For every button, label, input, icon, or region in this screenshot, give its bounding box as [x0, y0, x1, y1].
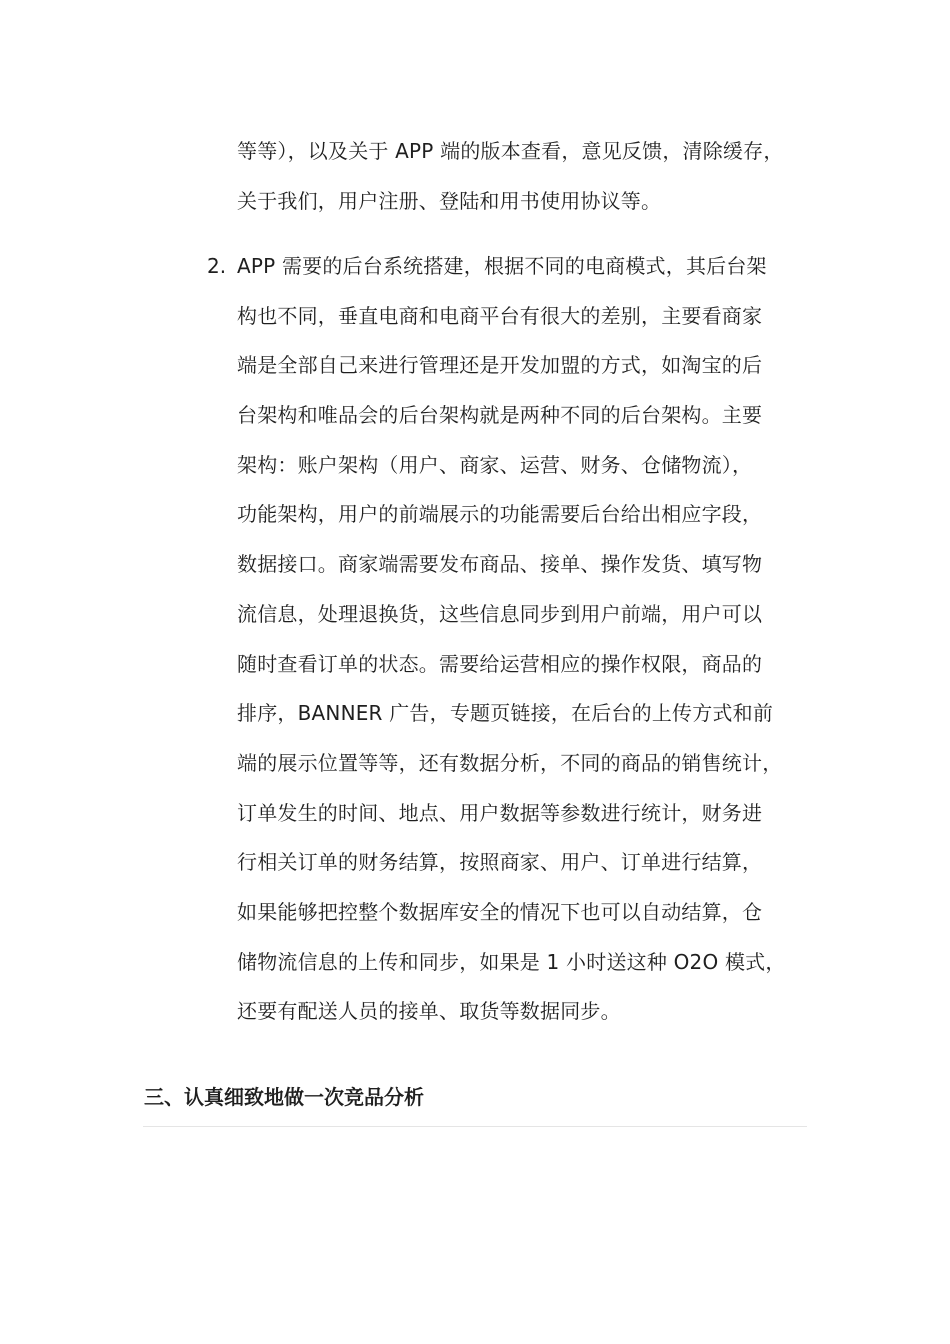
- list-item-line: 端的展示位置等等，还有数据分析，不同的商品的销售统计，: [237, 751, 783, 775]
- list-item-line: 排序，BANNER 广告，专题页链接，在后台的上传方式和前: [237, 701, 774, 725]
- paragraph-line: 关于我们，用户注册、登陆和用书使用协议等。: [237, 189, 662, 213]
- list-item-line: 还要有配送人员的接单、取货等数据同步。: [237, 999, 621, 1023]
- list-item-line: 流信息，处理退换货，这些信息同步到用户前端，用户可以: [237, 602, 763, 626]
- list-item-line: 随时查看订单的状态。需要给运营相应的操作权限，商品的: [237, 652, 763, 676]
- list-marker: 2.: [207, 254, 227, 278]
- list-item-line: 订单发生的时间、地点、用户数据等参数进行统计，财务进: [237, 801, 763, 825]
- list-item-line: 架构：账户架构（用户、商家、运营、财务、仓储物流），: [237, 453, 753, 477]
- list-item-line: 储物流信息的上传和同步，如果是 1 小时送这种 O2O 模式，: [237, 950, 786, 974]
- section-heading: 三、认真细致地做一次竞品分析: [144, 1085, 424, 1109]
- heading-divider: [143, 1126, 807, 1127]
- list-item-line: 功能架构，用户的前端展示的功能需要后台给出相应字段，: [237, 502, 763, 526]
- list-item-line: APP 需要的后台系统搭建，根据不同的电商模式，其后台架: [237, 254, 767, 278]
- paragraph-line: 等等），以及关于 APP 端的版本查看，意见反馈，清除缓存，: [237, 139, 784, 163]
- list-item-line: 台架构和唯品会的后台架构就是两种不同的后台架构。主要: [237, 403, 763, 427]
- list-item-line: 构也不同，垂直电商和电商平台有很大的差别，主要看商家: [237, 304, 763, 328]
- list-item-line: 端是全部自己来进行管理还是开发加盟的方式，如淘宝的后: [237, 353, 763, 377]
- list-item-line: 数据接口。商家端需要发布商品、接单、操作发货、填写物: [237, 552, 763, 576]
- list-item-line: 行相关订单的财务结算，按照商家、用户、订单进行结算，: [237, 850, 763, 874]
- list-item-line: 如果能够把控整个数据库安全的情况下也可以自动结算，仓: [237, 900, 763, 924]
